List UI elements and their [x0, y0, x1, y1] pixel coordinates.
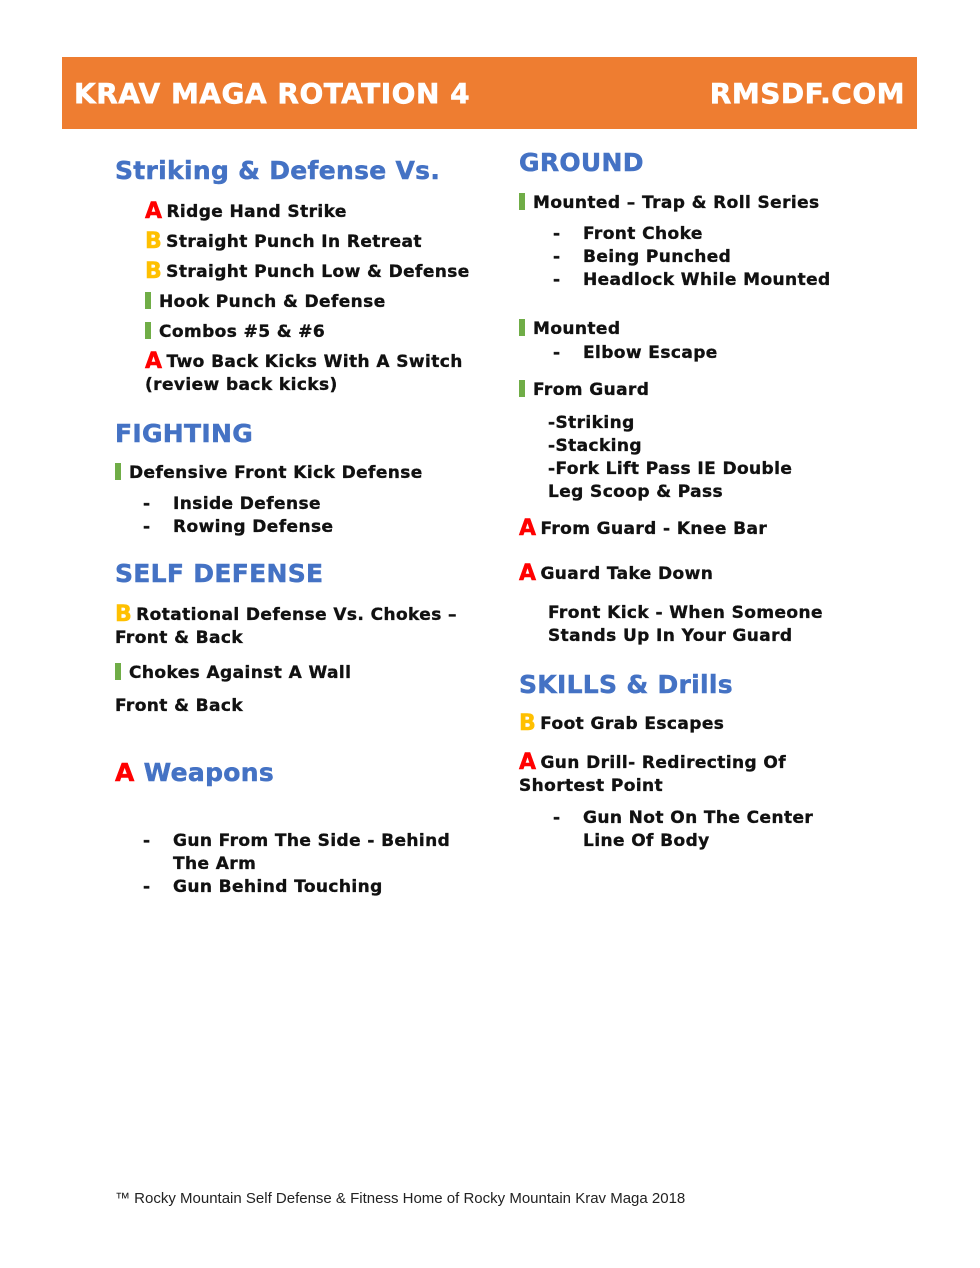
bullet-item: - Inside Defense	[143, 493, 475, 516]
item-text: Straight Punch In Retreat	[166, 232, 422, 252]
item-text: Defensive Front Kick Defense	[129, 463, 423, 483]
sub-item: -Fork Lift Pass IE Double Leg Scoop & Pass	[548, 459, 793, 502]
page-title: KRAV MAGA ROTATION 4	[74, 76, 471, 110]
left-column	[115, 156, 475, 899]
item-text: Mounted	[533, 319, 621, 339]
bullet-item: - Gun Behind Touching	[143, 876, 473, 899]
level-badge: A	[145, 199, 163, 224]
sub-item: -Striking	[548, 413, 635, 433]
weapons-heading	[115, 758, 475, 788]
list-item	[519, 379, 899, 402]
item-text: Ridge Hand Strike	[166, 202, 347, 222]
bullet-item: - Gun From The Side - Behind The Arm	[143, 830, 473, 876]
list-item	[145, 231, 475, 254]
mounted-trap-bullets	[553, 223, 833, 292]
list-item	[145, 321, 475, 344]
list-item	[145, 351, 475, 397]
title-banner	[62, 57, 917, 129]
bullet-item: - Gun Not On The Center Line Of Body	[553, 807, 853, 853]
level-bar	[145, 322, 151, 339]
list-item	[115, 604, 475, 650]
bullet-item: - Front Choke	[553, 223, 833, 246]
level-badge: B	[145, 259, 163, 284]
level-badge: A	[519, 750, 537, 775]
striking-list	[145, 201, 475, 397]
list-item: Front & Back	[115, 696, 244, 716]
gun-drill-bullets	[553, 807, 853, 853]
item-text: From Guard - Knee Bar	[540, 519, 768, 539]
level-badge: A	[145, 349, 163, 374]
bullet-item: - Rowing Defense	[143, 516, 475, 539]
self-defense-heading: SELF DEFENSE	[115, 559, 324, 588]
fighting-heading: FIGHTING	[115, 419, 254, 448]
list-item: Front Kick - When Someone Stands Up In Your Guard	[548, 603, 823, 646]
list-item	[115, 462, 435, 485]
list-item	[519, 752, 849, 798]
list-item	[115, 662, 475, 685]
heading-text: Weapons	[143, 758, 275, 787]
ground-heading: GROUND	[519, 148, 644, 177]
item-text: Foot Grab Escapes	[540, 714, 725, 734]
footer-note: ™ Rocky Mountain Self Defense & Fitness Home of Rocky Mountain Krav Maga 2018	[115, 1190, 686, 1207]
right-column	[519, 148, 899, 853]
level-bar	[115, 663, 121, 680]
sub-item: -Stacking	[548, 436, 642, 456]
fighting-bullets	[143, 493, 475, 539]
list-item	[145, 261, 475, 284]
list-item	[145, 201, 475, 224]
level-badge: B	[115, 602, 133, 627]
level-bar	[519, 380, 525, 397]
list-item	[145, 291, 475, 314]
bullet-item: - Being Punched	[553, 246, 833, 269]
list-item	[519, 318, 899, 341]
item-text: Mounted – Trap & Roll Series	[533, 193, 820, 213]
level-badge: B	[519, 711, 537, 736]
striking-heading: Striking & Defense Vs.	[115, 156, 441, 185]
site-name: RMSDF.COM	[709, 76, 905, 110]
mounted-bullets	[553, 342, 899, 365]
item-text: Guard Take Down	[540, 564, 714, 584]
level-badge: A	[519, 561, 537, 586]
item-text: Rotational Defense Vs. Chokes – Front & Back	[115, 605, 457, 648]
list-item	[519, 192, 849, 215]
bullet-item: - Headlock While Mounted	[553, 269, 833, 292]
level-badge: A	[115, 758, 135, 787]
list-item	[519, 563, 899, 586]
level-bar	[145, 292, 151, 309]
item-text: From Guard	[533, 380, 650, 400]
level-badge: A	[519, 516, 537, 541]
level-bar	[115, 463, 121, 480]
skills-heading: SKILLS & Drills	[519, 670, 733, 699]
bullet-item: - Elbow Escape	[553, 342, 899, 365]
item-text: Straight Punch Low & Defense	[166, 262, 470, 282]
list-item	[519, 518, 899, 541]
level-bar	[519, 319, 525, 336]
item-text: Chokes Against A Wall	[129, 663, 352, 683]
level-bar	[519, 193, 525, 210]
item-text: Hook Punch & Defense	[159, 292, 386, 312]
item-text: Two Back Kicks With A Switch (review back kicks)	[145, 352, 463, 395]
level-badge: B	[145, 229, 163, 254]
item-text: Gun Drill- Redirecting Of Shortest Point	[519, 753, 787, 796]
from-guard-sublist	[548, 412, 828, 504]
item-text: Combos #5 & #6	[159, 322, 326, 342]
list-item	[519, 713, 899, 736]
weapons-bullets	[143, 830, 473, 899]
